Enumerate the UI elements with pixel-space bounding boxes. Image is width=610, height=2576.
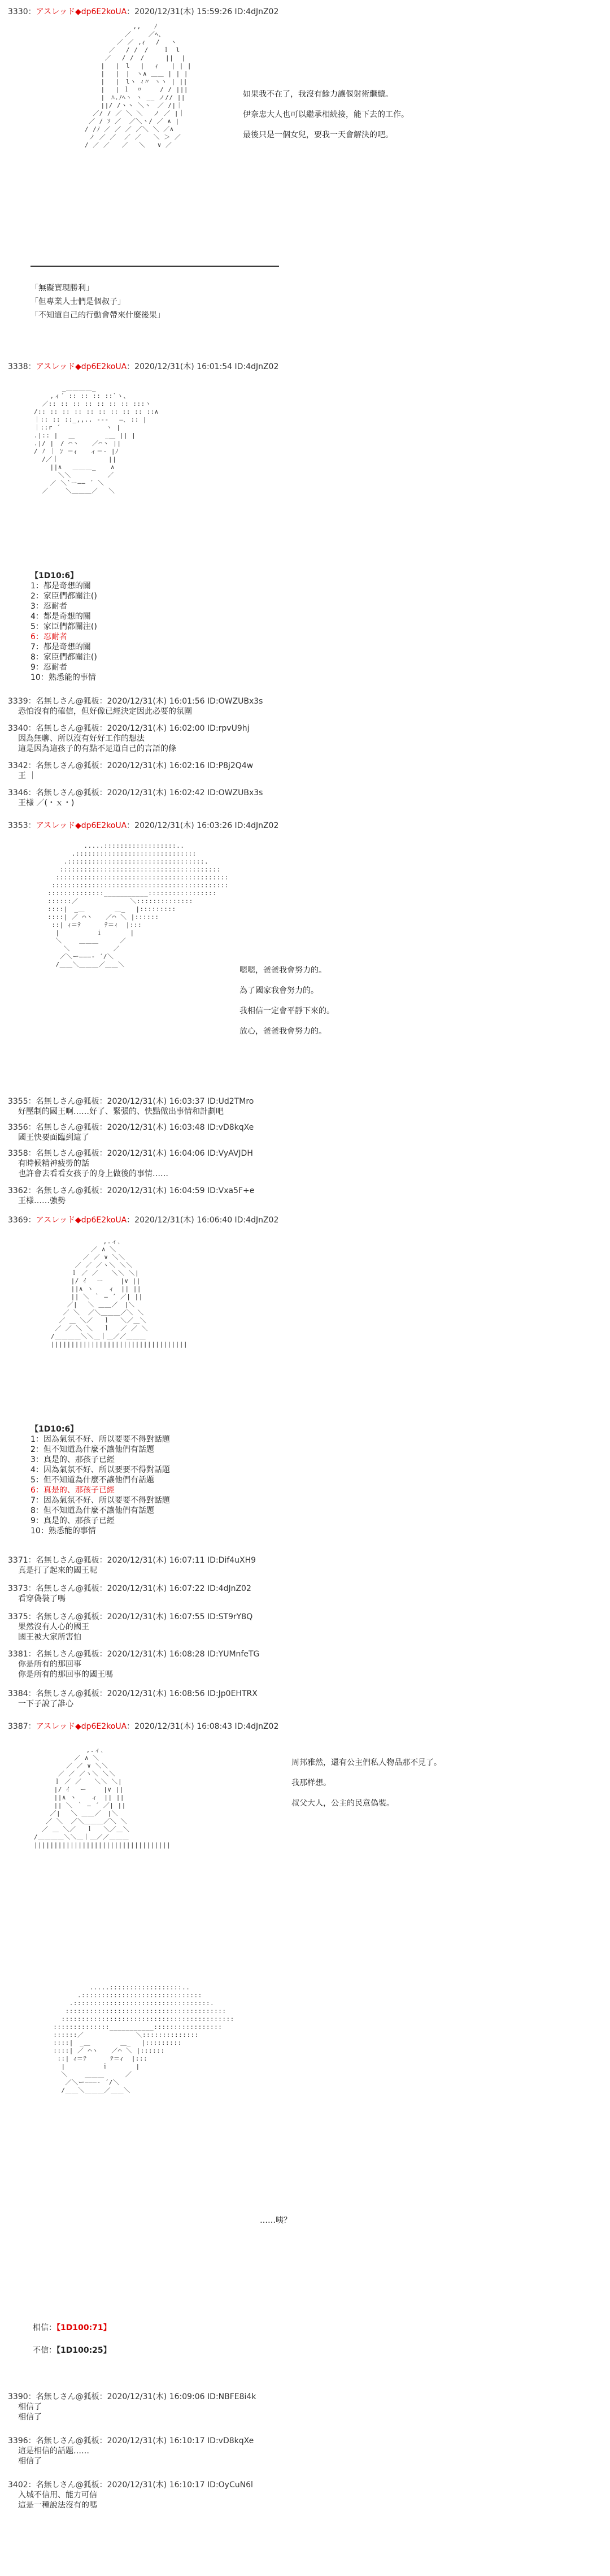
dice-label: 不信：	[33, 2346, 56, 2355]
post-body-line: 有時候精神疲勞的話	[18, 1159, 89, 1168]
post-number[interactable]: 3384：	[8, 1689, 36, 1698]
post-meta: 名無しさん@狐板：2020/12/31(木) 16:08:28 ID:YUMnfeTG	[36, 1650, 260, 1659]
post-number[interactable]: 3390：	[8, 2392, 36, 2401]
post-3355	[8, 1096, 601, 1117]
post-body-line: 你是所有的那回事	[18, 1660, 81, 1669]
dice-roll-list	[30, 1434, 170, 1536]
speech-bubble-2: 嗯嗯，爸爸我會努力的。 為了國家我會努力的。 我相信一定會平靜下來的。 放心，爸爸我會努力的。	[239, 966, 334, 1036]
post-number[interactable]: 3338：	[8, 362, 36, 371]
post-meta: ：2020/12/31(木) 16:08:43 ID:4dJnZ02	[127, 1722, 279, 1731]
post-number[interactable]: 3339：	[8, 697, 36, 706]
dice-option: 2：家臣們都關注()	[30, 592, 97, 601]
post-number[interactable]: 3371：	[8, 1556, 36, 1565]
poster-name: アスレッド	[36, 1216, 75, 1225]
dice-disbelieve	[33, 2345, 111, 2356]
post-number[interactable]: 3387：	[8, 1722, 36, 1731]
post-number[interactable]: 3353：	[8, 821, 36, 830]
post-number[interactable]: 3346：	[8, 788, 36, 797]
post-body-line: 因為無聊、所以沒有好好工作的想法	[18, 734, 145, 743]
post-3339	[8, 696, 601, 717]
post-3362	[8, 1186, 601, 1206]
post-body-line: 國王被大家所害怕	[18, 1633, 81, 1642]
post-number[interactable]: 3342：	[8, 761, 36, 770]
divider	[30, 266, 279, 267]
post-3373	[8, 1584, 601, 1604]
post-number[interactable]: 3330：	[8, 7, 36, 16]
post-3390	[8, 2392, 601, 2422]
ascii-art-4: ,.ィ､ ／ ∧ ＼ ／ ／ ∨ ＼＼ ／ ／ ／ヽ＼ ＼＼ ｌ ／ ／ ＼＼ ＼| |/ ｲ ー |∨ || ||∧ ヽ ィ || || || ＼ ｀ ― ´ ／| || ／| ＼ ＿＿／ |＼ ／ ＼ ／＼＿＿＿／＼ ＼ ／ ＿ ＼／ ｌ ＼／＿＼ ／ ／ ＼ ＼ ｌ ／ ／ ＼ /＿＿＿＿＼＼＿｜＿／／＿＿＿ ||||||||||||||||||||||||||||||||||	[51, 1238, 188, 1348]
post-3353	[8, 821, 601, 831]
post-3330	[8, 7, 601, 17]
ascii-art-2: _＿＿＿＿_ ,ィ´ :: :: :: ::`ヽ、 ／:: :: :: :: :: :: :: :::ヽ /:: :: :: :: :: :: :: :: :: ::∧ ｜:: :: ::_,,.. --‐ ―､ :: | ｜::r ´ ヽ | .|:: | ＿ _＿ || | .|/ | / ⌒ヽ ／⌒ヽ || / ﾉ ｜ ﾝ ＝ｨ ィ＝‐ |ﾉ /／｜ || ||∧ ＿＿＿_ ∧ ＼＼ ／ ／ ＼`ー―― ´ ＼ ／ ＼＿＿＿／ ＼	[34, 384, 159, 495]
post-body-line: 相信了	[18, 2402, 42, 2412]
post-meta: 名無しさん@狐板：2020/12/31(木) 16:01:56 ID:OWZUBx3s	[36, 697, 263, 706]
post-header	[8, 7, 601, 17]
post-body-line: 相信了	[18, 2413, 42, 2422]
post-body-line: 也許會去看看女孩子的身上做後的事情……	[18, 1169, 168, 1178]
post-meta: 名無しさん@狐板：2020/12/31(木) 16:07:22 ID:4dJnZ02	[36, 1584, 251, 1593]
post-3342	[8, 761, 601, 781]
post-number[interactable]: 3375：	[8, 1612, 36, 1621]
post-number[interactable]: 3358：	[8, 1149, 36, 1158]
post-meta: 名無しさん@狐板：2020/12/31(木) 16:07:55 ID:ST9rY8Q	[36, 1612, 253, 1621]
dice-option: 4：都是奇想的關	[30, 612, 91, 621]
speech-bubble-1: 如果我不在了，我沒有餘力讓偃射術繼續。 伊奈忠大人也可以繼承相続接，能下去的工作。 最後只是一個女兒，要我一天會解決的吧。	[243, 90, 409, 140]
post-meta: 名無しさん@狐板：2020/12/31(木) 16:03:37 ID:Ud2TMro	[36, 1097, 254, 1106]
post-body: 真是打了起來的國王呢	[18, 1566, 97, 1575]
dice-option: 10：熟悉能的事情	[30, 1526, 96, 1536]
post-meta: ：2020/12/31(木) 16:03:26 ID:4dJnZ02	[127, 821, 279, 830]
dice-roll-list	[30, 581, 97, 683]
post-meta: ：2020/12/31(木) 16:06:40 ID:4dJnZ02	[127, 1216, 279, 1225]
post-number[interactable]: 3356：	[8, 1123, 36, 1132]
dice-option: 8：家臣們都關注()	[30, 653, 97, 662]
dice-believe	[33, 2323, 111, 2333]
dice-option: 1：都是奇想的關	[30, 582, 91, 591]
dice-option: 2：但不知道為什麼不讓他們有話題	[30, 1445, 154, 1454]
dice-value: 【1D100:25】	[56, 2346, 111, 2355]
post-body-line: 你是所有的那回事的國王嗎	[18, 1670, 113, 1679]
post-3402	[8, 2480, 601, 2510]
post-meta: ：2020/12/31(木) 16:01:54 ID:4dJnZ02	[127, 362, 279, 371]
dice-roll-title: 【1D10:6】	[30, 1425, 79, 1434]
post-3338	[8, 362, 601, 372]
dice-label: 相信：	[33, 2323, 56, 2332]
post-number[interactable]: 3373：	[8, 1584, 36, 1593]
post-3384	[8, 1689, 601, 1709]
dice-option: 6：真是的、那孩子已經	[30, 1486, 115, 1495]
post-meta: 名無しさん@狐板：2020/12/31(木) 16:03:48 ID:vD8kqXe	[36, 1123, 254, 1132]
post-body: 恐怕沒有的確信，但好像已經決定因此必要的氛圍	[18, 707, 192, 716]
ascii-art-5: ,.ィ､ ／ ∧ ＼ ／ ／ ∨ ＼＼ ／ ／ ／ヽ＼ ＼＼ ｌ ／ ／ ＼＼ ＼| |/ ｲ ー |∨ || ||∧ ヽ ィ || || || ＼ ｀ ― ´ ／| || ／| ＼ ＿＿／ |＼ ／ ＼ ／＼＿＿＿／＼ ＼ ／ ＿ ＼／ ｌ ＼／＿＼ /＿＿＿＿＼＼＿｜＿／／＿＿＿ ||||||||||||||||||||||||||||||||||	[34, 1746, 171, 1849]
post-3387	[8, 1721, 601, 1732]
dice-option: 3：忍耐者	[30, 602, 67, 611]
post-meta: 名無しさん@狐板：2020/12/31(木) 16:08:56 ID:Jp0EHTRX	[36, 1689, 258, 1698]
poster-trip: ◆dp6E2koUA	[75, 362, 127, 371]
post-number[interactable]: 3355：	[8, 1097, 36, 1106]
post-meta: 名無しさん@狐板：2020/12/31(木) 16:07:11 ID:Dif4uXH9	[36, 1556, 256, 1565]
post-body-line: 這是一種說法沒有的嗎	[18, 2501, 97, 2510]
ascii-art-1: ,, ﾉ ／ ／ﾍ、 ／ ／ ,ｨ / ヽ ／ / / / ｌ l ／ / / / || | | | l | ｨ | | | | | | ヽ∧ ＿＿ | | | | | lヽ ｨ〃 ヽヽ | || | | ｌ 〃 / / ||| | ﾊ.ﾉﾍヽ ヽ __ ノ// || ||/ /ヽヽ ＼ヽ ／ /|｜ ／/ / ／ ＼ ＼ ノ ／ |｜ ／ / ｿ ／ ／＼ヽ/ ／ ∧ | / /ﾉ ／ ／ ／ ／＼ ＼ ／∧ ノ ／ ／ ／ ／ ＼ ＞ ／ / ／ ／ ／ ＼ ∨ ／	[85, 23, 191, 149]
post-meta: 名無しさん@狐板：2020/12/31(木) 16:02:16 ID:P8j2Q4w	[36, 761, 254, 770]
post-number[interactable]: 3402：	[8, 2480, 36, 2490]
dice-option: 5：家臣們都關注()	[30, 622, 97, 631]
poster-trip: ◆dp6E2koUA	[75, 7, 127, 16]
post-body: 王 ｜	[18, 771, 37, 780]
post-body-line: 相信了	[18, 2457, 42, 2466]
post-header	[8, 362, 601, 372]
dice-option: 3：真是的、那孩子已經	[30, 1455, 115, 1464]
dice-option: 10：熟悉能的事情	[30, 673, 96, 682]
narration-3: 「不知道自己的行動會帶來什麼後果」	[30, 311, 165, 320]
ascii-art-6: .....::::::::::::::::::.. .:::::::::::::::::::::::::::::: .::::::::::::::::::::::::::::::::::. :::::::::::::::::::::::::::::::::::::::: ::::::::::::::::::::::::::::::::::::::::::: ::::::::::::::___________::::::::::::::::: ::::::／ ＼:::::::::::::: ::::| _＿ ＿_ |::::::::: ::::| ／ ⌒ヽ ／⌒ ＼ |:::::: ::| ｨ＝ﾃ ﾃ＝ｨ |::: | ｉ | ＼ ＿＿＿ ／ ／＼ー―――‐ ´/＼ /＿＿＼＿＿＿／＿＿＼	[53, 1984, 234, 2094]
post-body: 王様……強勢	[18, 1196, 66, 1205]
post-meta: 名無しさん@狐板：2020/12/31(木) 16:10:17 ID:OyCuN6l	[36, 2480, 253, 2490]
poster-name: アスレッド	[36, 1722, 75, 1731]
post-3346	[8, 788, 601, 808]
ascii-art-3: .....::::::::::::::::::.. .:::::::::::::::::::::::::::::: .::::::::::::::::::::::::::::::::::. :::::::::::::::::::::::::::::::::::::::: ::::::::::::::::::::::::::::::::::::::::::: :::::::::::::::::::::::::::::::::::::::::::: ::::::::::::::___________::::::::::::::::: ::::::／ ＼:::::::::::::: ::::| _＿ ＿_ |::::::::: ::::| ／ ⌒ヽ ／⌒ ＼ |:::::: ::| ｨ＝ﾃ ﾃ＝ｨ |::: | ｉ | ＼ ＿＿＿ ／ ＼ ／ ／＼ー―――‐ ´/＼ /＿＿＼＿＿＿／＿＿＼	[47, 842, 229, 968]
post-meta: 名無しさん@狐板：2020/12/31(木) 16:02:42 ID:OWZUBx3s	[36, 788, 263, 797]
post-meta: 名無しさん@狐板：2020/12/31(木) 16:04:06 ID:VyAVJDH	[36, 1149, 253, 1158]
post-meta: 名無しさん@狐板：2020/12/31(木) 16:04:59 ID:Vxa5F+e	[36, 1186, 255, 1195]
post-body-line: 入城不信用、能力可信	[18, 2491, 97, 2500]
speech-bubble-4: ……咦？	[260, 2216, 291, 2225]
post-meta: 名無しさん@狐板：2020/12/31(木) 16:10:17 ID:vD8kqXe	[36, 2436, 254, 2445]
post-number[interactable]: 3369：	[8, 1216, 36, 1225]
dice-roll-title: 【1D10:6】	[30, 571, 79, 580]
poster-name: アスレッド	[36, 7, 75, 16]
post-meta: 名無しさん@狐板：2020/12/31(木) 16:09:06 ID:NBFE8i4k	[36, 2392, 256, 2401]
dice-option: 7：都是奇想的關	[30, 643, 91, 652]
dice-option: 9：忍耐者	[30, 663, 67, 672]
post-body: 國王快要面臨到這了	[18, 1133, 89, 1142]
post-3371	[8, 1555, 601, 1576]
post-3375	[8, 1612, 601, 1642]
post-3369	[8, 1215, 601, 1225]
post-body: 一下子說了誰心	[18, 1699, 73, 1708]
speech-bubble-3: 周邦雅然，還有公主們私人物品那不見了。 我那样想。 叔父大人，公主的民意偽裝。	[291, 1758, 442, 1808]
post-3358	[8, 1148, 601, 1179]
post-3396	[8, 2436, 601, 2466]
poster-trip: ◆dp6E2koUA	[75, 1722, 127, 1731]
post-body: 王様 ／(・ｘ・)	[18, 799, 75, 808]
post-body-line: 這是因為這孩子的有點不足道自己的言語的條	[18, 744, 176, 753]
post-number[interactable]: 3381：	[8, 1650, 36, 1659]
post-3381	[8, 1649, 601, 1680]
poster-trip: ◆dp6E2koUA	[75, 821, 127, 830]
post-body-line: 這是相信的話題……	[18, 2447, 89, 2456]
poster-trip: ◆dp6E2koUA	[75, 1216, 127, 1225]
dice-option: 1：因為氣氛不好、所以要要不得對話題	[30, 1435, 170, 1444]
narration-2: 「但專業人士們是個叔子」	[30, 297, 125, 306]
post-number[interactable]: 3340：	[8, 724, 36, 733]
dice-option: 7：因為氣氛不好、所以要要不得對話題	[30, 1496, 170, 1505]
post-number[interactable]: 3396：	[8, 2436, 36, 2445]
poster-name: アスレッド	[36, 821, 75, 830]
post-number[interactable]: 3362：	[8, 1186, 36, 1195]
post-body-line: 果然沒有人心的國王	[18, 1623, 89, 1632]
post-meta: ：2020/12/31(木) 15:59:26 ID:4dJnZ02	[127, 7, 279, 16]
post-3356	[8, 1122, 601, 1143]
dice-option: 8：但不知道為什麼不讓他們有話題	[30, 1506, 154, 1515]
poster-name: アスレッド	[36, 362, 75, 371]
post-body: 看穿偽裝了嗎	[18, 1594, 66, 1603]
post-3340	[8, 723, 601, 754]
post-body: 好壓制的國王啊……好了、緊張的、快點做出事情和計劃吧	[18, 1107, 224, 1116]
dice-option: 4：因為氣氛不好、所以要要不得對話題	[30, 1465, 170, 1475]
dice-option: 6：忍耐者	[30, 632, 67, 641]
dice-option: 9：真是的、那孩子已經	[30, 1516, 115, 1525]
narration-1: 「無礙實現勝利」	[30, 284, 94, 293]
post-meta: 名無しさん@狐板：2020/12/31(木) 16:02:00 ID:rpvU9hj	[36, 724, 250, 733]
dice-value: 【1D100:71】	[56, 2323, 111, 2332]
dice-option: 5：但不知道為什麼不讓他們有話題	[30, 1476, 154, 1485]
